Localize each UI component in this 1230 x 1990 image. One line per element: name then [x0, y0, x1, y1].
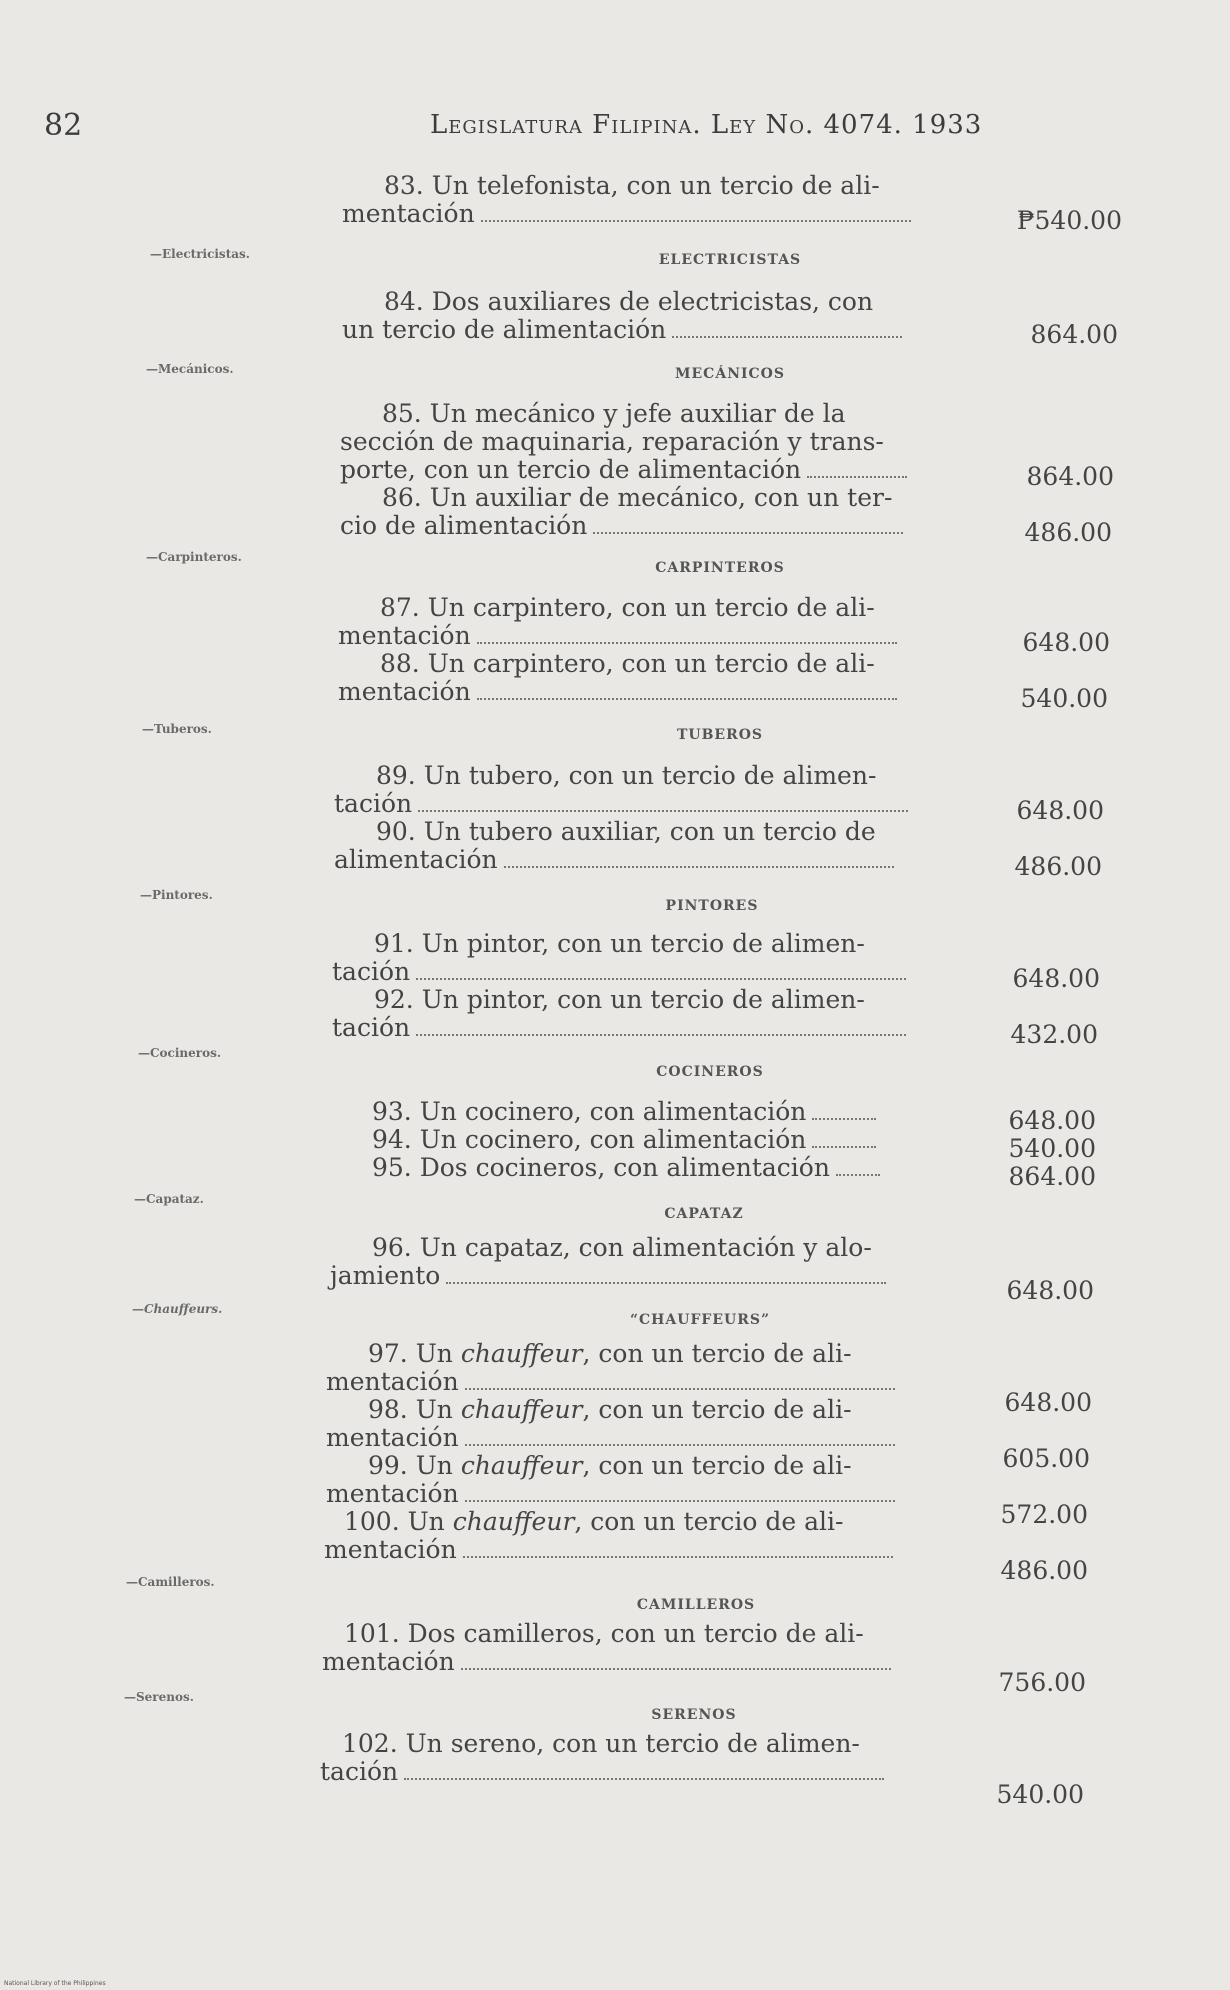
- entry-102-line1: 102. Un sereno, con un tercio de alimen-: [342, 1729, 860, 1758]
- entry-91-text: tación: [332, 957, 411, 986]
- entry-88-text: mentación: [338, 677, 471, 706]
- entry-89: [334, 762, 908, 818]
- leader-dots: [504, 862, 894, 868]
- entry-92: [332, 986, 906, 1042]
- entry-90-line1: 90. Un tubero auxiliar, con un tercio de: [376, 817, 876, 846]
- entry-100: [324, 1508, 893, 1564]
- entry-97-i: chauffeur: [460, 1339, 583, 1368]
- heading-electricistas: ELECTRICISTAS: [658, 252, 802, 268]
- entry-98-text: mentación: [326, 1423, 459, 1452]
- entry-95: [372, 1154, 880, 1182]
- entry-94: [372, 1126, 876, 1154]
- leader-dots: [836, 1170, 880, 1176]
- entry-88-line2: [338, 678, 897, 706]
- footer-text: National Library of the Philippines: [4, 1980, 106, 1987]
- entry-86: [340, 484, 903, 540]
- entry-100-c: , con un tercio de ali-: [574, 1507, 844, 1536]
- entry-83-line1: 83. Un telefonista, con un tercio de ali-: [384, 171, 880, 200]
- entry-84-line1: 84. Dos auxiliares de electricistas, con: [384, 287, 874, 316]
- entry-101-line2: [322, 1648, 891, 1676]
- entry-97: [326, 1340, 895, 1396]
- entry-87: [338, 594, 897, 650]
- entry-98-line2: [326, 1424, 895, 1452]
- heading-capataz: CAPATAZ: [664, 1206, 744, 1222]
- entry-83-line2: [342, 200, 911, 228]
- margin-note-serenos: —Serenos.: [124, 1690, 194, 1704]
- heading-carpinteros: CARPINTEROS: [655, 560, 785, 576]
- entry-100-text: mentación: [324, 1535, 457, 1564]
- entry-97-line1: [326, 1340, 895, 1368]
- entry-101: [322, 1620, 891, 1676]
- leader-dots: [812, 1114, 876, 1120]
- leader-dots: [465, 1496, 895, 1502]
- entry-92-line2: [332, 1014, 906, 1042]
- margin-note-carpinteros: —Carpinteros.: [146, 550, 242, 564]
- entry-95-text: 95. Dos cocineros, con alimentación: [372, 1153, 830, 1182]
- entry-89-line2: [334, 790, 908, 818]
- entry-91-line2: [332, 958, 906, 986]
- amount-102: 540.00: [996, 1780, 1084, 1809]
- entry-87-line1: 87. Un carpintero, con un tercio de ali-: [380, 593, 875, 622]
- leader-dots: [593, 528, 903, 534]
- leader-dots: [418, 806, 908, 812]
- entry-90-text: alimentación: [334, 845, 498, 874]
- entry-100-i: chauffeur: [452, 1507, 575, 1536]
- entry-83: [342, 172, 911, 228]
- amount-98: 605.00: [1002, 1444, 1090, 1473]
- entry-95-line1: [372, 1154, 880, 1182]
- entry-90: [334, 818, 894, 874]
- leader-dots: [461, 1664, 891, 1670]
- heading-camilleros: CAMILLEROS: [636, 1597, 756, 1613]
- entry-92-line1: 92. Un pintor, con un tercio de alimen-: [374, 985, 865, 1014]
- entry-101-line1: 101. Dos camilleros, con un tercio de ali-: [344, 1619, 864, 1648]
- entry-91: [332, 930, 906, 986]
- leader-dots: [416, 1030, 906, 1036]
- entry-83-text: mentación: [342, 199, 475, 228]
- amount-88: 540.00: [1020, 684, 1108, 713]
- entry-86-text: cio de alimentación: [340, 511, 588, 540]
- entry-87-text: mentación: [338, 621, 471, 650]
- entry-85: [340, 400, 907, 484]
- entry-100-line2: [324, 1536, 893, 1564]
- entry-102: [320, 1730, 884, 1786]
- amount-95: 864.00: [1008, 1162, 1096, 1191]
- margin-note-pintores: —Pintores.: [140, 888, 213, 902]
- margin-note-capataz: —Capataz.: [134, 1192, 204, 1206]
- leader-dots: [404, 1774, 884, 1780]
- amount-85: 864.00: [1026, 462, 1114, 491]
- entry-88-line1: 88. Un carpintero, con un tercio de ali-: [380, 649, 875, 678]
- entry-98-a: 98. Un: [368, 1395, 461, 1424]
- entry-88: [338, 650, 897, 706]
- leader-dots: [807, 472, 907, 478]
- entry-89-line1: 89. Un tubero, con un tercio de alimen-: [376, 761, 877, 790]
- amount-93: 648.00: [1008, 1106, 1096, 1135]
- heading-pintores: PINTORES: [665, 898, 759, 914]
- amount-89: 648.00: [1016, 796, 1104, 825]
- entry-84: [342, 288, 902, 344]
- entry-100-a: 100. Un: [344, 1507, 453, 1536]
- entry-98-c: , con un tercio de ali-: [582, 1395, 852, 1424]
- entry-89-text: tación: [334, 789, 413, 818]
- amount-96: 648.00: [1006, 1276, 1094, 1305]
- entry-93-line1: [372, 1098, 876, 1126]
- leader-dots: [477, 694, 897, 700]
- running-head: Legislatura Filipina. Ley No. 4074. 1933: [430, 110, 983, 140]
- entry-85-line2: [340, 456, 907, 484]
- amount-83: ₱540.00: [1016, 206, 1122, 235]
- entry-96: [330, 1234, 886, 1290]
- entry-99-text: mentación: [326, 1479, 459, 1508]
- entry-97-c: , con un tercio de ali-: [582, 1339, 852, 1368]
- entry-99-a: 99. Un: [368, 1451, 461, 1480]
- amount-101: 756.00: [998, 1668, 1086, 1697]
- leader-dots: [465, 1384, 895, 1390]
- entry-99-line1: [326, 1452, 895, 1480]
- leader-dots: [465, 1440, 895, 1446]
- entry-97-text: mentación: [326, 1367, 459, 1396]
- margin-note-camilleros: —Camilleros.: [126, 1575, 215, 1589]
- entry-85-line1b: sección de maquinaria, reparación y trans-: [340, 427, 884, 456]
- amount-97: 648.00: [1004, 1388, 1092, 1417]
- entry-93-text: 93. Un cocinero, con alimentación: [372, 1097, 807, 1126]
- heading-mecanicos: MECÁNICOS: [675, 366, 785, 382]
- entry-94-line1: [372, 1126, 876, 1154]
- amount-90: 486.00: [1014, 852, 1102, 881]
- amount-84: 864.00: [1030, 320, 1118, 349]
- entry-98-i: chauffeur: [460, 1395, 583, 1424]
- entry-99-c: , con un tercio de ali-: [582, 1451, 852, 1480]
- leader-dots: [416, 974, 906, 980]
- entry-87-line2: [338, 622, 897, 650]
- entry-98: [326, 1396, 895, 1452]
- entry-86-line1: 86. Un auxiliar de mecánico, con un ter-: [382, 483, 893, 512]
- leader-dots: [481, 216, 911, 222]
- leader-dots: [672, 332, 902, 338]
- entry-85-line1: 85. Un mecánico y jefe auxiliar de la: [382, 399, 846, 428]
- entry-96-line1: 96. Un capataz, con alimentación y alo-: [372, 1233, 872, 1262]
- amount-94: 540.00: [1008, 1134, 1096, 1163]
- entry-100-line1: [324, 1508, 893, 1536]
- entry-90-line2: [334, 846, 894, 874]
- margin-note-cocineros: —Cocineros.: [138, 1046, 222, 1060]
- entry-91-line1: 91. Un pintor, con un tercio de alimen-: [374, 929, 865, 958]
- entry-96-line2: [330, 1262, 886, 1290]
- entry-102-line2: [320, 1758, 884, 1786]
- page-number: 82: [44, 108, 83, 143]
- margin-note-mecanicos: —Mecánicos.: [146, 362, 234, 376]
- amount-87: 648.00: [1022, 628, 1110, 657]
- margin-note-chauffeurs: —Chauffeurs.: [132, 1302, 223, 1316]
- heading-cocineros: COCINEROS: [656, 1064, 764, 1080]
- entry-93: [372, 1098, 876, 1126]
- entry-99: [326, 1452, 895, 1508]
- entry-96-text: jamiento: [330, 1261, 441, 1290]
- entry-92-text: tación: [332, 1013, 411, 1042]
- amount-86: 486.00: [1024, 518, 1112, 547]
- margin-note-tuberos: —Tuberos.: [142, 722, 212, 736]
- entry-84-line2: [342, 316, 902, 344]
- entry-101-text: mentación: [322, 1647, 455, 1676]
- entry-99-line2: [326, 1480, 895, 1508]
- amount-91: 648.00: [1012, 964, 1100, 993]
- leader-dots: [463, 1552, 893, 1558]
- leader-dots: [477, 638, 897, 644]
- entry-102-text: tación: [320, 1757, 399, 1786]
- entry-85-text: porte, con un tercio de alimentación: [340, 455, 802, 484]
- leader-dots: [812, 1142, 876, 1148]
- entry-97-line2: [326, 1368, 895, 1396]
- amount-100: 486.00: [1000, 1556, 1088, 1585]
- entry-97-a: 97. Un: [368, 1339, 461, 1368]
- heading-serenos: SERENOS: [651, 1707, 737, 1723]
- margin-note-electricistas: —Electricistas.: [150, 247, 250, 261]
- amount-99: 572.00: [1000, 1500, 1088, 1529]
- entry-98-line1: [326, 1396, 895, 1424]
- entry-99-i: chauffeur: [460, 1451, 583, 1480]
- leader-dots: [446, 1278, 886, 1284]
- heading-tuberos: TUBEROS: [676, 727, 764, 743]
- entry-84-text: un tercio de alimentación: [342, 315, 667, 344]
- entry-94-text: 94. Un cocinero, con alimentación: [372, 1125, 807, 1154]
- amount-92: 432.00: [1010, 1020, 1098, 1049]
- heading-chauffeurs: “CHAUFFEURS”: [629, 1312, 771, 1328]
- entry-86-line2: [340, 512, 903, 540]
